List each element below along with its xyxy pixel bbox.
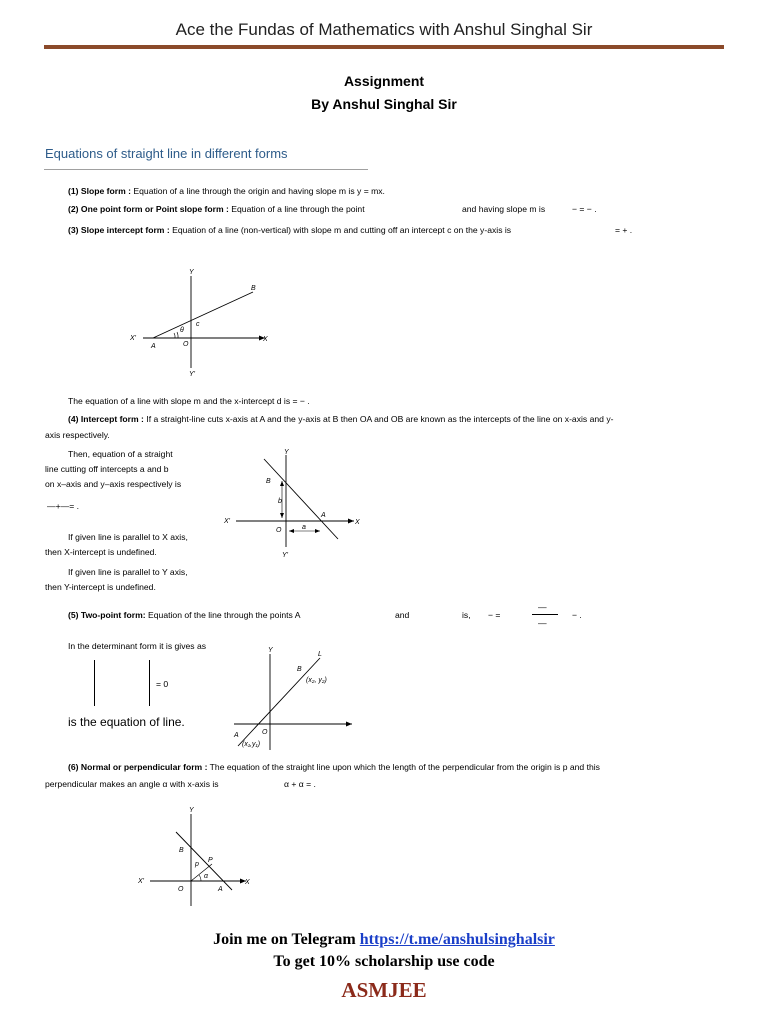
fig4-label-x1: X': [138, 878, 145, 885]
fig1-label-x1: X': [130, 335, 137, 342]
fig3-x-arrow: [346, 722, 352, 727]
two-point-equation-2: − .: [572, 610, 582, 620]
determinant-bar-left: [94, 660, 95, 706]
fig4-label-b: B: [179, 847, 184, 854]
determinant-intro: In the determinant form it is gives as: [68, 641, 207, 651]
fig2-label-x: X: [355, 519, 360, 526]
slope-intercept-equation: = + .: [615, 225, 633, 235]
fig2-label-b: B: [266, 478, 271, 485]
fig2-label-y: Y: [284, 449, 289, 456]
scholarship-line: To get 10% scholarship use code: [273, 953, 495, 970]
fig1-line: [153, 292, 253, 338]
telegram-prefix: Join me on Telegram: [213, 931, 360, 948]
slope-form-line: [68, 185, 385, 197]
fig1-label-a: A: [151, 343, 156, 350]
slope-intercept-line: [68, 224, 511, 236]
fig3-label-y: Y: [268, 647, 273, 654]
normal-form-cont: perpendicular makes an angle α with x-axis is: [45, 779, 219, 789]
assignment-title: Assignment: [343, 73, 425, 89]
determinant-bar-right: [149, 660, 150, 706]
point-slope-text: Equation of a line through the point: [228, 204, 365, 214]
parallel-y-1: If given line is parallel to Y axis,: [68, 567, 188, 577]
point-slope-equation: − = − .: [572, 204, 597, 214]
fig1-label-o: O: [183, 341, 189, 348]
fig4-label-a: A: [218, 886, 223, 893]
fig2-x-arrow: [348, 519, 354, 524]
two-point-figure: [228, 640, 358, 755]
telegram-line: [0, 931, 768, 949]
fig3-label-pb: (x₂, y₂): [306, 677, 327, 684]
fig2-label-o: O: [276, 527, 282, 534]
fig3-label-l: L: [318, 651, 322, 658]
fig2-label-a: A: [321, 512, 326, 519]
fig1-label-c: c: [196, 321, 200, 328]
two-point-head: (5) Two-point form:: [68, 610, 146, 620]
fig4-label-x: X: [245, 879, 250, 886]
telegram-link[interactable]: https://t.me/anshulsinghalsir: [359, 931, 555, 948]
normal-form-equation: α + α = .: [284, 779, 316, 789]
parallel-y-2: then Y-intercept is undefined.: [45, 582, 156, 592]
fig4-alpha-arc: [199, 875, 201, 881]
slope-intercept-figure: [125, 262, 275, 382]
fig3-label-pa: (x₁,y₁): [242, 741, 261, 748]
normal-form-head: (6) Normal or perpendicular form :: [68, 762, 208, 772]
fig4-label-pp: P: [208, 857, 213, 864]
section-heading: Equations of straight line in different forms: [45, 146, 288, 161]
fig2-label-y1: Y': [282, 552, 289, 559]
assignment-author: By Anshul Singhal Sir: [311, 96, 457, 112]
fig4-label-o: O: [178, 886, 184, 893]
slope-form-head: (1) Slope form :: [68, 186, 132, 196]
slope-intercept-head: (3) Slope intercept form :: [68, 225, 170, 235]
fig1-label-y1: Y': [189, 371, 196, 378]
fig2-label-b-small: b: [278, 498, 282, 505]
then-line-1: Then, equation of a straight: [68, 449, 173, 459]
page-header: Ace the Fundas of Mathematics with Anshul Singhal Sir: [175, 20, 593, 39]
point-slope-line: [68, 203, 365, 215]
fig1-angle-arc: [174, 333, 175, 338]
fig4-label-alpha: α: [204, 873, 208, 880]
then-equation: —+—= .: [47, 501, 79, 511]
fig1-label-x: X: [263, 336, 268, 343]
slope-form-text: Equation of a line through the origin and having slope m is y = mx.: [131, 186, 385, 196]
section-divider: [44, 169, 368, 170]
intercept-form-text: If a straight-line cuts x-axis at A and the y-axis at B then OA and OB are known as the intercepts of the line on x-axis and y-: [143, 414, 614, 424]
intercept-form-cont: axis respectively.: [45, 430, 110, 440]
parallel-x-1: If given line is parallel to X axis,: [68, 532, 188, 542]
two-point-line: [68, 609, 300, 621]
fig3-line: [238, 658, 320, 746]
then-line-2: line cutting off intercepts a and b: [45, 464, 169, 474]
point-slope-head: (2) One point form or Point slope form :: [68, 204, 229, 214]
fig1-label-theta: θ: [180, 327, 184, 334]
then-line-3: on x–axis and y–axis respectively is: [45, 479, 182, 489]
header-divider: [44, 45, 724, 49]
two-point-text: Equation of the line through the points A: [145, 610, 301, 620]
slope-intercept-text: Equation of a line (non-vertical) with slope m and cutting off an intercept c on the y-axis is: [169, 225, 512, 235]
fig3-label-b: B: [297, 666, 302, 673]
two-point-fraction-bar: [532, 614, 558, 615]
fig3-label-a: A: [234, 732, 239, 739]
two-point-equation: − =: [488, 610, 501, 620]
fig1-label-b: B: [251, 285, 256, 292]
fig3-label-o: O: [262, 729, 268, 736]
x-intercept-line: The equation of a line with slope m and the x-intercept d is = − .: [68, 396, 310, 406]
determinant-zero: = 0: [156, 679, 169, 689]
fig4-label-y: Y: [189, 807, 194, 814]
determinant-end: is the equation of line.: [68, 715, 185, 729]
fraction-den: —: [538, 618, 547, 628]
parallel-x-2: then X-intercept is undefined.: [45, 547, 157, 557]
scholarship-code: ASMJEE: [341, 978, 427, 1002]
intercept-form-line: [68, 413, 613, 425]
assignment-title-block: [0, 70, 768, 116]
point-slope-tail: and having slope m is: [462, 204, 546, 214]
fig4-label-p: p: [195, 861, 199, 868]
fraction-num: —: [538, 602, 547, 612]
fig2-label-a-small: a: [302, 524, 306, 531]
fig1-label-y: Y: [189, 269, 194, 276]
fig2-label-x1: X': [224, 518, 231, 525]
normal-form-text: The equation of the straight line upon which the length of the perpendicular from the origin is p and this: [207, 762, 600, 772]
normal-form-figure: [132, 800, 262, 912]
intercept-form-figure: [222, 445, 372, 565]
two-point-and: and: [395, 610, 410, 620]
fig1-angle-arc-2: [177, 332, 178, 338]
normal-form-line: [68, 761, 600, 773]
intercept-form-head: (4) Intercept form :: [68, 414, 144, 424]
two-point-is: is,: [462, 610, 471, 620]
